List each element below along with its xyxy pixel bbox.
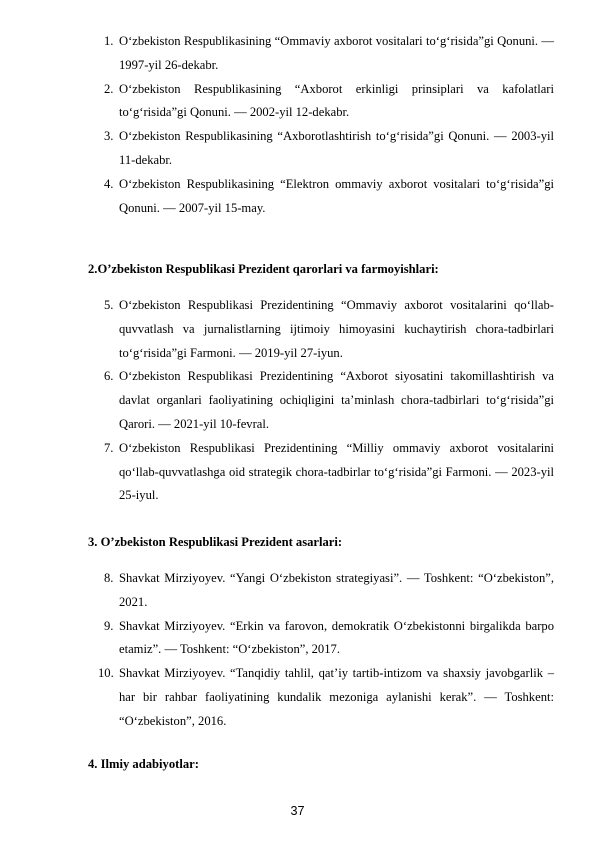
- page-number: 37: [290, 804, 305, 818]
- list-item: [88, 30, 554, 78]
- list-item: [88, 437, 554, 508]
- item-number: 8.: [104, 571, 114, 585]
- list-item: [88, 662, 554, 733]
- item-number: 3.: [104, 129, 114, 144]
- item-text: Shavkat Mirziyoyev. “Yangi O‘zbekiston strategiyasi”. — Toshkent: “O‘zbekiston”, 2021.: [119, 571, 554, 609]
- item-number: 2.: [104, 81, 114, 96]
- item-text: O‘zbekiston Respublikasining “Axborot erkinligi prinsiplari va kafolatlari to‘g‘risida”gi Qonuni. — 2002-yil 12-dekabr.: [119, 81, 554, 120]
- item-number: 1.: [104, 34, 114, 48]
- section-heading-4: 4. Ilmiy adabiyotlar:: [88, 757, 199, 771]
- item-text: O‘zbekiston Respublikasining “Axborotlashtirish to‘g‘risida”gi Qonuni. — 2003-yil 11-dekabr.: [119, 129, 554, 167]
- list-item: [88, 125, 554, 173]
- item-number: 9.: [104, 618, 114, 633]
- list-item: [88, 365, 554, 436]
- list-item: [88, 615, 554, 663]
- item-text: Shavkat Mirziyoyev. “Erkin va farovon, demokratik O‘zbekistonni birgalikda barpo etamiz”. — Toshkent: “O‘zbekiston”, 2017.: [119, 618, 554, 657]
- list-item: [88, 294, 554, 365]
- list-item: [88, 173, 554, 221]
- list-item: [88, 78, 554, 126]
- item-number: 6.: [104, 369, 114, 384]
- section-heading-3: 3. O’zbekiston Respublikasi Prezident asarlari:: [88, 535, 343, 549]
- section1-list: [88, 30, 554, 220]
- item-text: O‘zbekiston Respublikasi Prezidentining “Milliy ommaviy axborot vositalarini qo‘llab-quvvatlashga oid strategik chora-tadbirlar to‘g‘risida”gi Farmoni. — 2023-yil 25-iyul.: [119, 440, 554, 503]
- item-text: O‘zbekiston Respublikasining “Elektron ommaviy axborot vositalari to‘g‘risida”gi Qonuni. — 2007-yil 15-may.: [119, 176, 554, 215]
- item-number: 4.: [104, 176, 114, 191]
- list-item: [88, 567, 554, 615]
- item-number: 10.: [98, 666, 114, 681]
- section2-list: [88, 294, 554, 508]
- section3-list: [88, 567, 554, 734]
- item-text: Shavkat Mirziyoyev. “Tanqidiy tahlil, qat’iy tartib-intizom va shaxsiy javobgarlik – har bir rahbar faoliyatining kundalik mezoniga aylanishi kerak”. — Toshkent: “O‘zbekiston”, 2016.: [119, 666, 554, 728]
- item-number: 7.: [104, 440, 114, 455]
- item-number: 5.: [104, 298, 114, 312]
- item-text: O‘zbekiston Respublikasi Prezidentining “Axborot siyosatini takomillashtirish va davlat organlari faoliyatining ochiqligini ta’minlash chora-tadbirlari to‘g‘risida”gi Qarori. — 2021-yil 10-fevral.: [119, 369, 554, 431]
- section-heading-2: 2.O’zbekiston Respublikasi Prezident qarorlari va farmoyishlari:: [88, 262, 439, 276]
- item-text: O‘zbekiston Respublikasi Prezidentining “Ommaviy axborot vositalarini qo‘llab-quvvatlash va jurnalistlarning ijtimoiy himoyasini kuchaytirish chora-tadbirlari to‘g‘risida”gi Farmoni. — 2019-yil 27-iyun.: [119, 298, 554, 360]
- item-text: O‘zbekiston Respublikasining “Ommaviy axborot vositalari to‘g‘risida”gi Qonuni. — 1997-yil 26-dekabr.: [119, 34, 554, 72]
